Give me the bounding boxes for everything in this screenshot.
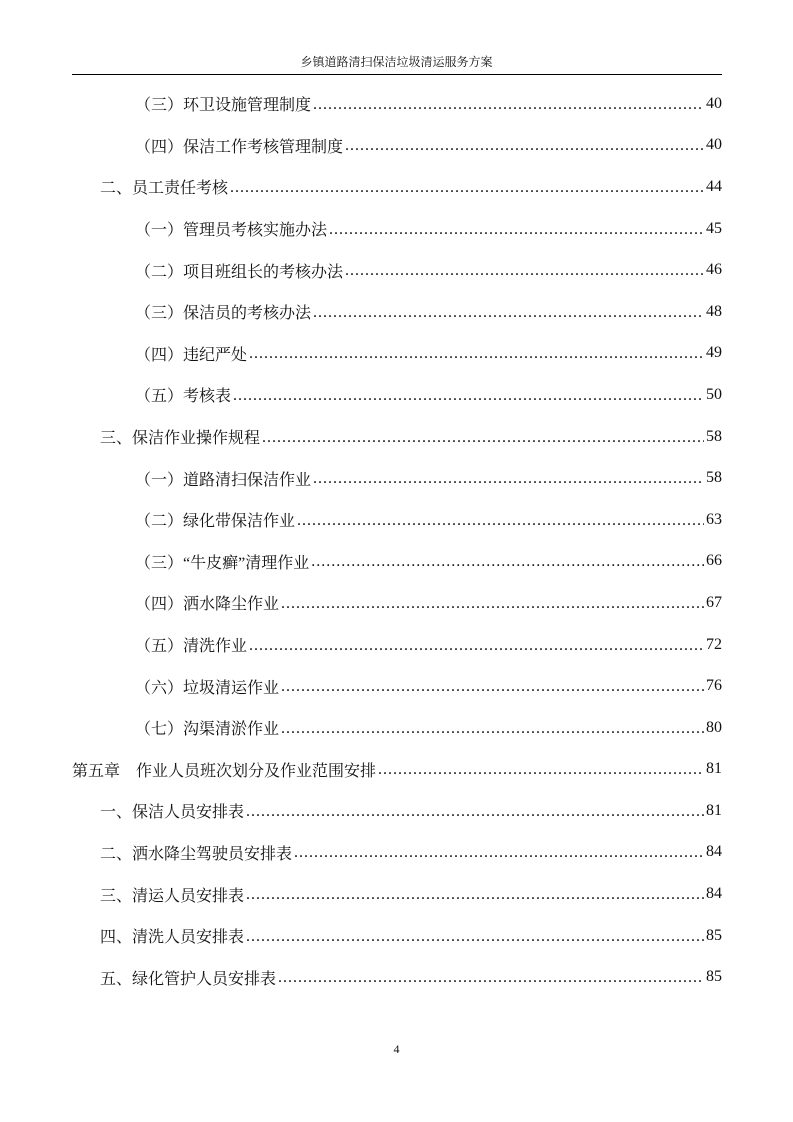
header-rule xyxy=(72,74,722,75)
toc-entry-label: （四）洒水降尘作业 xyxy=(135,596,280,614)
toc-entry-page: 40 xyxy=(706,94,722,112)
toc-entry-page: 81 xyxy=(706,760,722,778)
toc-entry[interactable] xyxy=(72,582,722,624)
toc-entry-page: 63 xyxy=(706,510,722,528)
toc-entry-page: 76 xyxy=(706,677,722,695)
toc-entry-page: 58 xyxy=(706,469,722,487)
toc-entry-label: （四）保洁工作考核管理制度 xyxy=(135,138,344,156)
toc-entry-label: 二、员工责任考核 xyxy=(100,180,229,198)
toc-entry-label: （五）考核表 xyxy=(135,388,232,406)
toc-entry[interactable] xyxy=(72,873,722,915)
dot-leader xyxy=(329,221,704,239)
toc-entry-label: （三）保洁员的考核办法 xyxy=(135,305,312,323)
dot-leader xyxy=(313,96,704,114)
toc-entry-page: 67 xyxy=(706,593,722,611)
toc-entry-label: （二）绿化带保洁作业 xyxy=(135,513,296,531)
running-header: 乡镇道路清扫保洁垃圾清运服务方案 xyxy=(300,55,493,69)
toc-entry[interactable] xyxy=(72,249,722,291)
dot-leader xyxy=(249,637,704,655)
toc-entry[interactable] xyxy=(72,291,722,333)
toc-entry[interactable] xyxy=(72,749,722,791)
toc-entry-page: 84 xyxy=(706,843,722,861)
toc-entry[interactable] xyxy=(72,457,722,499)
toc-entry[interactable] xyxy=(72,83,722,125)
toc-entry-label: （六）垃圾清运作业 xyxy=(135,679,280,697)
toc-entry-page: 84 xyxy=(706,885,722,903)
dot-leader xyxy=(281,720,704,738)
toc-entry-page: 48 xyxy=(706,302,722,320)
toc-entry-page: 81 xyxy=(706,801,722,819)
toc-entry[interactable] xyxy=(72,915,722,957)
toc-entry-page: 45 xyxy=(706,219,722,237)
toc-entry[interactable] xyxy=(72,624,722,666)
dot-leader xyxy=(278,969,704,987)
dot-leader xyxy=(378,761,704,779)
toc-entry-label: （三）“牛皮癣”清理作业 xyxy=(135,554,310,572)
toc-entry-label: （五）清洗作业 xyxy=(135,638,248,656)
toc-entry-label: 四、清洗人员安排表 xyxy=(100,929,245,947)
toc-entry[interactable] xyxy=(72,707,722,749)
table-of-contents xyxy=(72,83,722,998)
toc-entry-page: 40 xyxy=(706,136,722,154)
dot-leader xyxy=(246,803,704,821)
toc-entry-label: （一）道路清扫保洁作业 xyxy=(135,471,312,489)
dot-leader xyxy=(297,512,704,530)
toc-entry[interactable] xyxy=(72,125,722,167)
toc-entry-page: 80 xyxy=(706,718,722,736)
dot-leader xyxy=(311,553,704,571)
toc-entry-page: 58 xyxy=(706,427,722,445)
toc-entry-label: （七）沟渠清淤作业 xyxy=(135,721,280,739)
dot-leader xyxy=(246,886,704,904)
dot-leader xyxy=(230,179,704,197)
dot-leader xyxy=(345,262,704,280)
toc-entry-label: 第五章 作业人员班次划分及作业范围安排 xyxy=(72,762,377,780)
toc-entry[interactable] xyxy=(72,541,722,583)
toc-entry[interactable] xyxy=(72,956,722,998)
toc-entry-page: 44 xyxy=(706,177,722,195)
toc-entry[interactable] xyxy=(72,665,722,707)
toc-entry[interactable] xyxy=(72,416,722,458)
page-number: 4 xyxy=(393,1042,400,1056)
dot-leader xyxy=(249,345,704,363)
toc-entry-page: 85 xyxy=(706,926,722,944)
dot-leader xyxy=(262,429,704,447)
toc-entry-label: （二）项目班组长的考核办法 xyxy=(135,263,344,281)
toc-entry[interactable] xyxy=(72,499,722,541)
toc-entry-label: 二、洒水降尘驾驶员安排表 xyxy=(100,845,293,863)
toc-entry[interactable] xyxy=(72,208,722,250)
toc-entry-label: 三、清运人员安排表 xyxy=(100,887,245,905)
toc-entry-page: 46 xyxy=(706,261,722,279)
dot-leader xyxy=(313,304,704,322)
toc-entry[interactable] xyxy=(72,790,722,832)
toc-entry[interactable] xyxy=(72,166,722,208)
toc-entry[interactable] xyxy=(72,333,722,375)
toc-entry-page: 66 xyxy=(706,552,722,570)
dot-leader xyxy=(281,595,704,613)
toc-entry-page: 72 xyxy=(706,635,722,653)
toc-entry-label: 五、绿化管护人员安排表 xyxy=(100,970,277,988)
dot-leader xyxy=(345,137,704,155)
dot-leader xyxy=(313,470,704,488)
toc-entry[interactable] xyxy=(72,374,722,416)
toc-entry[interactable] xyxy=(72,832,722,874)
dot-leader xyxy=(233,387,704,405)
toc-entry-page: 50 xyxy=(706,385,722,403)
toc-entry-page: 49 xyxy=(706,344,722,362)
dot-leader xyxy=(281,678,704,696)
dot-leader xyxy=(294,844,704,862)
toc-entry-page: 85 xyxy=(706,968,722,986)
toc-entry-label: （一）管理员考核实施办法 xyxy=(135,222,328,240)
toc-entry-label: 三、保洁作业操作规程 xyxy=(100,430,261,448)
dot-leader xyxy=(246,928,704,946)
toc-entry-label: （三）环卫设施管理制度 xyxy=(135,97,312,115)
toc-entry-label: 一、保洁人员安排表 xyxy=(100,804,245,822)
toc-entry-label: （四）违纪严处 xyxy=(135,346,248,364)
